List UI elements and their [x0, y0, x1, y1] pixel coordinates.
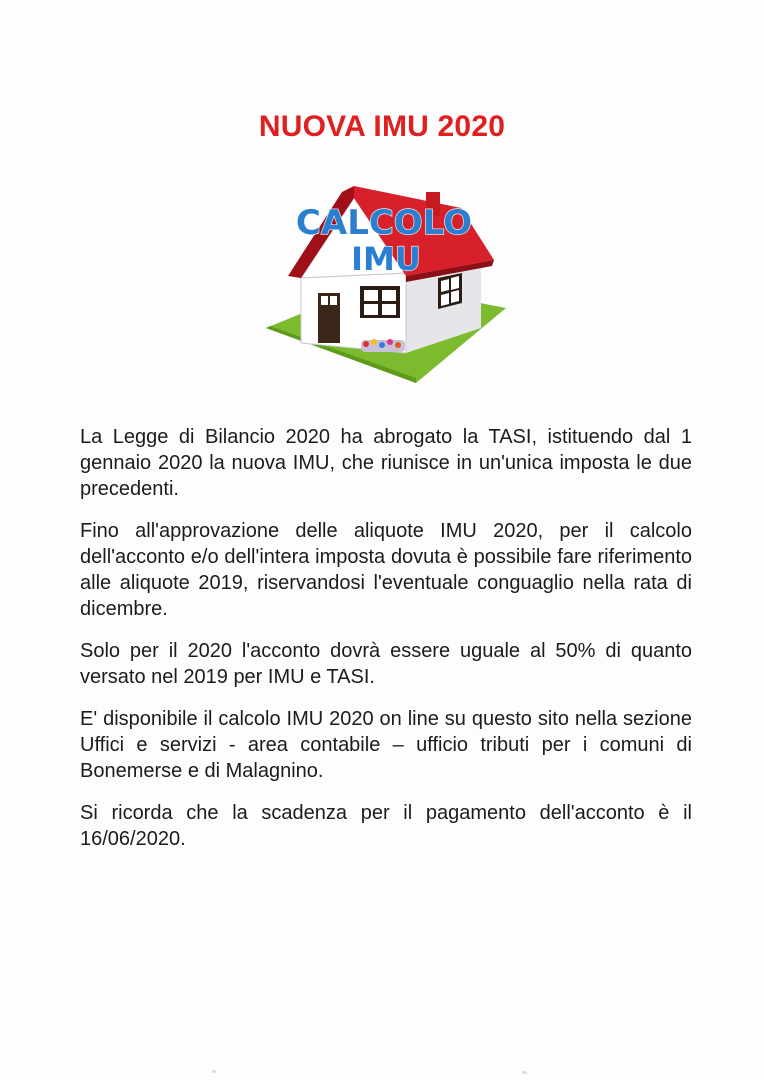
paragraph: La Legge di Bilancio 2020 ha abrogato la TASI, istituendo dal 1 gennaio 2020 la nuova IMU, che riunisce in un'unica imposta le due precedenti.	[80, 426, 692, 500]
paragraph: E' disponibile il calcolo IMU 2020 on line su questo sito nella sezione Uffici e servizi - area contabile – ufficio tributi per i comuni di Bonemerse e di Malagnino.	[80, 708, 692, 782]
scan-speck	[212, 1070, 216, 1073]
document-body	[80, 424, 692, 868]
house-icon	[266, 178, 506, 383]
svg-text:IMU: IMU	[351, 240, 421, 278]
scan-speck	[522, 1071, 527, 1074]
document-title: NUOVA IMU 2020	[258, 110, 506, 144]
svg-text:CALCOLO: CALCOLO	[295, 203, 473, 243]
paragraph: Solo per il 2020 l'acconto dovrà essere uguale al 50% di quanto versato nel 2019 per IMU e TASI.	[80, 640, 692, 688]
paragraph: Si ricorda che la scadenza per il pagamento dell'acconto è il 16/06/2020.	[80, 802, 692, 850]
calcolo-imu-logo	[266, 178, 506, 383]
paragraph: Fino all'approvazione delle aliquote IMU 2020, per il calcolo dell'acconto e/o dell'intera imposta dovuta è possibile fare riferimento alle aliquote 2019, riservandosi l'eventuale conguaglio nella rata di dicembre.	[80, 520, 692, 620]
